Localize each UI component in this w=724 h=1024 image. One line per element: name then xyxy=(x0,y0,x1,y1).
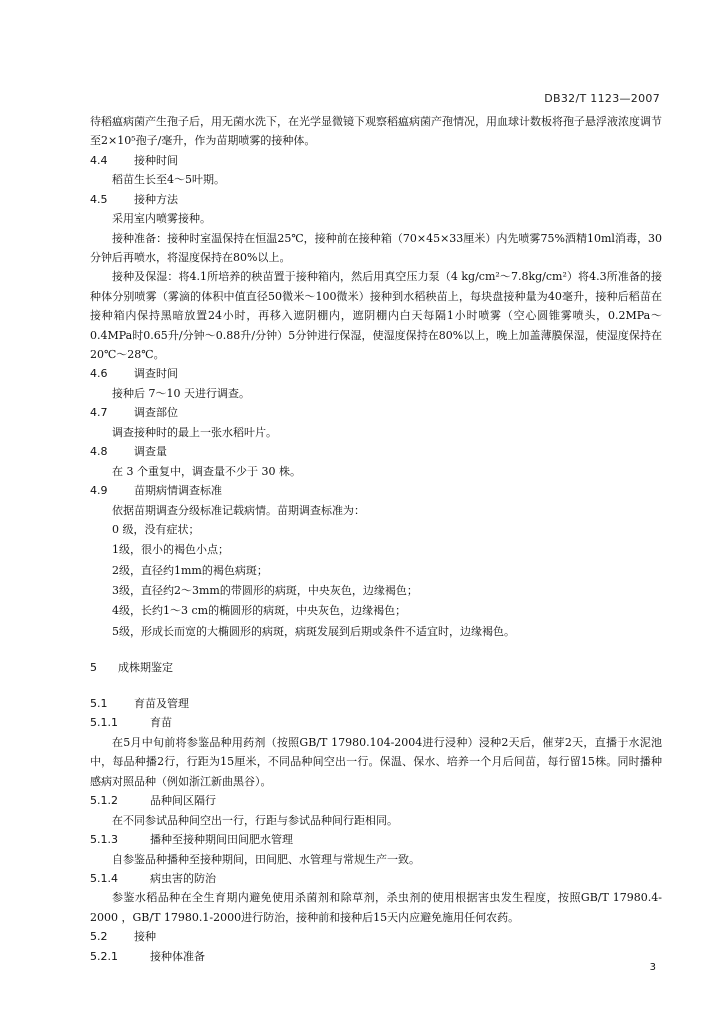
paragraph-4-5-preparation: 接种准备：接种时室温保持在恒温25℃，接种前在接种箱（70×45×33厘米）内先喷雾75%酒精10ml消毒，30分钟后再喷水，将湿度保持在80%以上。 xyxy=(90,231,662,265)
section-5-1-2-heading xyxy=(90,791,662,811)
section-title: 接种体准备 xyxy=(150,949,205,963)
section-4-4-heading xyxy=(90,151,662,171)
section-number: 5.1.2 xyxy=(90,794,118,808)
section-5-1-1-heading xyxy=(90,713,662,733)
section-number: 5.1 xyxy=(90,696,108,710)
page-number: 3 xyxy=(649,962,656,973)
grade-item: 4级，长约1～3 cm的椭圆形的病斑，中央灰色，边缘褐色； xyxy=(112,604,407,618)
section-4-8-heading xyxy=(90,442,662,462)
paragraph-4-6: 接种后 7～10 天进行调查。 xyxy=(112,386,250,400)
section-title: 病虫害的防治 xyxy=(150,871,216,885)
paragraph-5-1-2: 在不同参试品种间空出一行，行距与参试品种间行距相同。 xyxy=(112,813,398,827)
section-5-1-heading xyxy=(90,694,662,714)
paragraph-5-1-4: 参鉴水稻品种在全生育期内避免使用杀菌剂和除草剂，杀虫剂的使用根据害虫发生程度，按照GB/T 17980.4-2000 ，GB/T 17980.1-2000进行防治，接种前和接种后15天内应避免施用任何农药。 xyxy=(90,891,662,924)
section-5-2-heading xyxy=(90,927,662,947)
section-title: 播种至接种期间田间肥水管理 xyxy=(150,833,293,846)
section-title: 调查部位 xyxy=(134,406,178,420)
section-title: 接种方法 xyxy=(134,192,178,206)
section-number: 4.8 xyxy=(90,445,108,459)
section-number: 5.1.4 xyxy=(90,871,118,885)
paragraph-4-5-method: 采用室内喷雾接种。 xyxy=(112,212,211,226)
grade-item: 1级，很小的褐色小点； xyxy=(112,543,229,557)
section-title: 接种时间 xyxy=(134,153,178,167)
section-title: 育苗 xyxy=(150,716,172,730)
section-number: 4.6 xyxy=(90,367,108,381)
section-number: 5.2 xyxy=(90,930,108,944)
section-4-9-heading xyxy=(90,481,662,501)
section-number: 5.1.1 xyxy=(90,716,118,730)
section-number: 4.5 xyxy=(90,192,108,206)
section-4-7-heading xyxy=(90,403,662,423)
section-title: 苗期病情调查标准 xyxy=(134,484,222,498)
section-number: 4.9 xyxy=(90,484,108,498)
section-number: 5 xyxy=(90,660,97,674)
paragraph-4-9: 依据苗期调查分级标准记载病情。苗期调查标准为： xyxy=(112,503,365,517)
paragraph-4-4: 稻苗生长至4～5叶期。 xyxy=(112,173,225,187)
standard-code: DB32/T 1123—2007 xyxy=(544,92,660,105)
section-5-heading xyxy=(90,658,662,678)
grade-item: 0 级，没有症状； xyxy=(112,523,200,537)
paragraph-4-5-inoculation: 接种及保湿：将4.1所培养的秧苗置于接种箱内，然后用真空压力泵（4 kg/cm²～7.8kg/cm²）将4.3所准备的接种体分别喷雾（雾滴的体积中值直径50微米～100微米）接种到水稻秧苗上，每块盘接种量为40毫升，接种后稻苗在接种箱内保持黑暗放置24小时，再移入遮阴棚内，遮阴棚内白天每隔1小时喷雾（空心圆锥雾喷头，0.2MPa～0.4MPa时0.65升/分钟～0.88升/分钟）5分钟进行保湿，使湿度保持在80%以上，晚上加盖薄膜保湿，使湿度保持在20℃～28℃。 xyxy=(90,270,662,362)
grade-item: 5级，形成长而宽的大椭圆形的病斑，病斑发展到后期或条件不适宜时，边缘褐色。 xyxy=(112,624,515,638)
section-title: 品种间区隔行 xyxy=(150,794,216,808)
grade-item: 3级，直径约2～3mm的带圆形的病斑，中央灰色，边缘褐色； xyxy=(112,583,418,597)
section-title: 调查量 xyxy=(134,445,167,459)
paragraph-4-8: 在 3 个重复中，调查量不少于 30 株。 xyxy=(112,464,301,478)
section-title: 育苗及管理 xyxy=(134,696,189,710)
section-title: 调查时间 xyxy=(134,367,178,381)
section-5-1-4-heading xyxy=(90,869,662,889)
section-5-2-1-heading xyxy=(90,947,662,967)
section-title: 接种 xyxy=(134,930,156,944)
paragraph-continued: 待稻瘟病菌产生孢子后，用无菌水洗下，在光学显微镜下观察稻瘟病菌产孢情况，用血球计数板将孢子悬浮液浓度调节至2×10⁵孢子/毫升，作为苗期喷雾的接种体。 xyxy=(90,115,662,148)
section-number: 4.4 xyxy=(90,153,108,167)
paragraph-5-1-3: 自参鉴品种播种至接种期间，田间肥、水管理与常规生产一致。 xyxy=(112,852,420,866)
section-4-6-heading xyxy=(90,364,662,384)
section-number: 5.1.3 xyxy=(90,833,118,846)
paragraph-4-7: 调查接种时的最上一张水稻叶片。 xyxy=(112,425,277,439)
section-4-5-heading xyxy=(90,190,662,210)
paragraph-5-1-1: 在5月中旬前将参鉴品种用药剂（按照GB/T 17980.104-2004进行浸种）浸种2天后，催芽2天，直播于水泥池中，每品种播2行，行距为15厘米，不同品种间空出一行。保温、保水、培养一个月后间苗，每行留15株。同时播种感病对照品种（例如浙江新曲黑谷）。 xyxy=(90,735,662,788)
section-number: 5.2.1 xyxy=(90,949,118,963)
document-body xyxy=(90,112,662,966)
grade-item: 2级，直径约1mm的褐色病斑； xyxy=(112,563,268,577)
section-number: 4.7 xyxy=(90,406,108,420)
section-5-1-3-heading xyxy=(90,830,662,850)
section-title: 成株期鉴定 xyxy=(118,660,173,674)
